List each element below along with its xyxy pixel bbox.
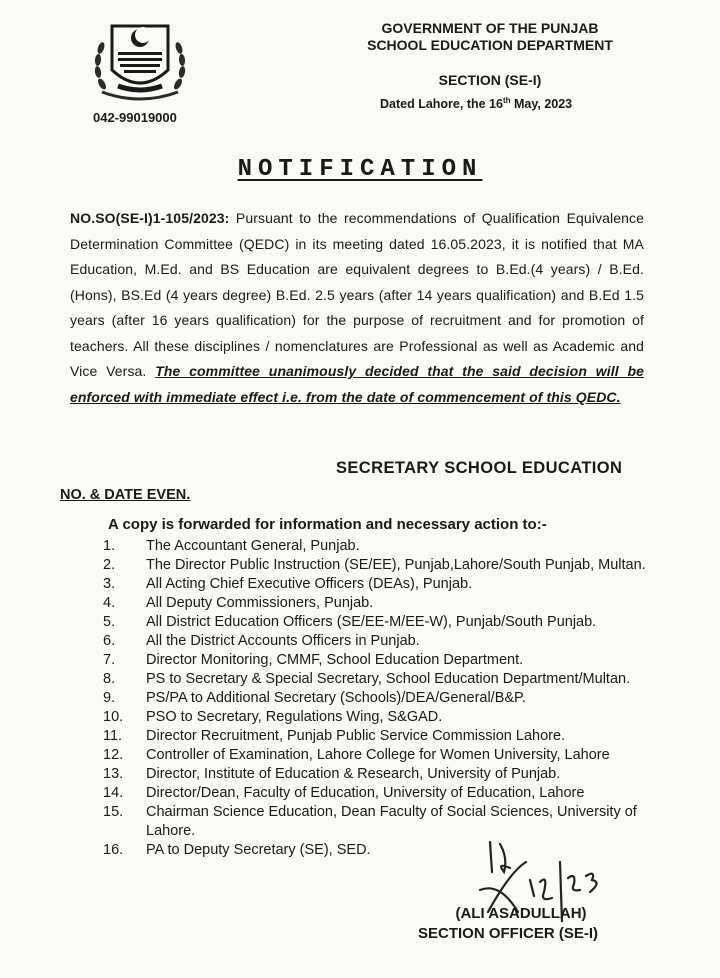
body-text: Pursuant to the recommendations of Qualification Equivalence Determination Committee (QEDC) in its meeting dated 16.05.2023, it is notified that MA Education, M.Ed. and BS Education are equivalent degrees to B.Ed.(4 years) / B.Ed. (Hons), BS.Ed (4 years degree) B.Ed. 2.5 years (after 14 years qualification) and B.Ed 1.5 years (after 16 years qualification) for the purpose of recruitment and for promotion of teachers. All these disciplines / nomenclatures are Professional as well as Academic and Vice Versa. — [70, 210, 644, 379]
list-item-text: The Director Public Instruction (SE/EE), Punjab,Lahore/South Punjab, Multan. — [146, 557, 646, 573]
body-emphasis: The committee unanimously decided that the said decision will be enforced with immediate effect i.e. from the date of commencement of this QEDC. — [70, 363, 644, 405]
number-date-even: NO. & DATE EVEN. — [60, 487, 191, 503]
list-item — [103, 746, 673, 765]
recipient-list — [103, 537, 673, 860]
list-item-text: Director Monitoring, CMMF, School Education Department. — [146, 652, 524, 668]
list-item-text: PS to Secretary & Special Secretary, School Education Department/Multan. — [146, 671, 631, 687]
list-item-text: PA to Deputy Secretary (SE), SED. — [146, 842, 371, 858]
list-item-number: 8. — [103, 671, 116, 687]
list-item-text: All the District Accounts Officers in Punjab. — [146, 633, 420, 649]
list-item-text: Director/Dean, Faculty of Education, University of Education, Lahore — [146, 785, 585, 801]
list-item — [103, 670, 673, 689]
list-item-number: 12. — [103, 747, 124, 763]
list-item-text: Director, Institute of Education & Research, University of Punjab. — [146, 766, 561, 782]
list-item-number: 11. — [103, 728, 123, 744]
list-item — [103, 632, 673, 651]
list-item-number: 10. — [103, 709, 124, 725]
officer-designation: SECTION OFFICER (SE-I) — [418, 925, 598, 942]
list-item — [103, 537, 673, 556]
notification-title: NOTIFICATION — [237, 156, 483, 183]
punjab-emblem-logo — [88, 14, 192, 106]
phone-number: 042-99019000 — [93, 110, 177, 125]
copy-forwarded-intro: A copy is forwarded for information and necessary action to:- — [108, 516, 547, 533]
list-item-text: All District Education Officers (SE/EE-M/EE-W), Punjab/South Punjab. — [146, 614, 597, 630]
list-item — [103, 651, 673, 670]
government-heading: GOVERNMENT OF THE PUNJAB — [381, 20, 599, 36]
list-item-text: Chairman Science Education, Dean Faculty of Social Sciences, University of Lahore. — [146, 804, 637, 839]
list-item-number: 16. — [103, 842, 124, 858]
list-item — [103, 784, 673, 803]
department-heading: SCHOOL EDUCATION DEPARTMENT — [367, 37, 613, 53]
list-item — [103, 727, 673, 746]
list-item — [103, 765, 673, 784]
list-item-number: 14. — [103, 785, 124, 801]
date-prefix: Dated Lahore, the 16 — [380, 97, 503, 112]
list-item — [103, 708, 673, 727]
list-item — [103, 689, 673, 708]
list-item — [103, 613, 673, 632]
list-item-number: 5. — [103, 614, 116, 630]
list-item-text: PSO to Secretary, Regulations Wing, S&GAD. — [146, 709, 443, 725]
list-item — [103, 575, 673, 594]
list-item-number: 3. — [103, 576, 116, 592]
date-suffix: May, 2023 — [510, 97, 573, 112]
list-item-number: 9. — [103, 690, 116, 706]
list-item-number: 1. — [103, 538, 116, 554]
list-item — [103, 594, 673, 613]
notification-body — [70, 206, 644, 410]
list-item-number: 6. — [103, 633, 116, 649]
list-item-number: 13. — [103, 766, 124, 782]
list-item-number: 7. — [103, 652, 116, 668]
officer-name: (ALI ASADULLAH) — [455, 905, 587, 922]
list-item-text: All Acting Chief Executive Officers (DEAs), Punjab. — [146, 576, 473, 592]
reference-number: NO.SO(SE-I)1-105/2023: — [70, 210, 230, 226]
list-item-number: 4. — [103, 595, 116, 611]
list-item-text: All Deputy Commissioners, Punjab. — [146, 595, 374, 611]
dated-line — [380, 96, 572, 111]
secretary-signature-line: SECRETARY SCHOOL EDUCATION — [336, 459, 623, 477]
date-superscript: th — [502, 96, 511, 105]
list-item-text: Controller of Examination, Lahore College for Women University, Lahore — [146, 747, 610, 763]
list-item-text: PS/PA to Additional Secretary (Schools)/DEA/General/B&P. — [146, 690, 526, 706]
list-item-number: 15. — [103, 804, 124, 820]
list-item-text: Director Recruitment, Punjab Public Service Commission Lahore. — [146, 728, 566, 744]
list-item-text: The Accountant General, Punjab. — [146, 538, 360, 554]
list-item-number: 2. — [103, 557, 116, 573]
section-heading: SECTION (SE-I) — [438, 72, 542, 88]
list-item — [103, 556, 673, 575]
